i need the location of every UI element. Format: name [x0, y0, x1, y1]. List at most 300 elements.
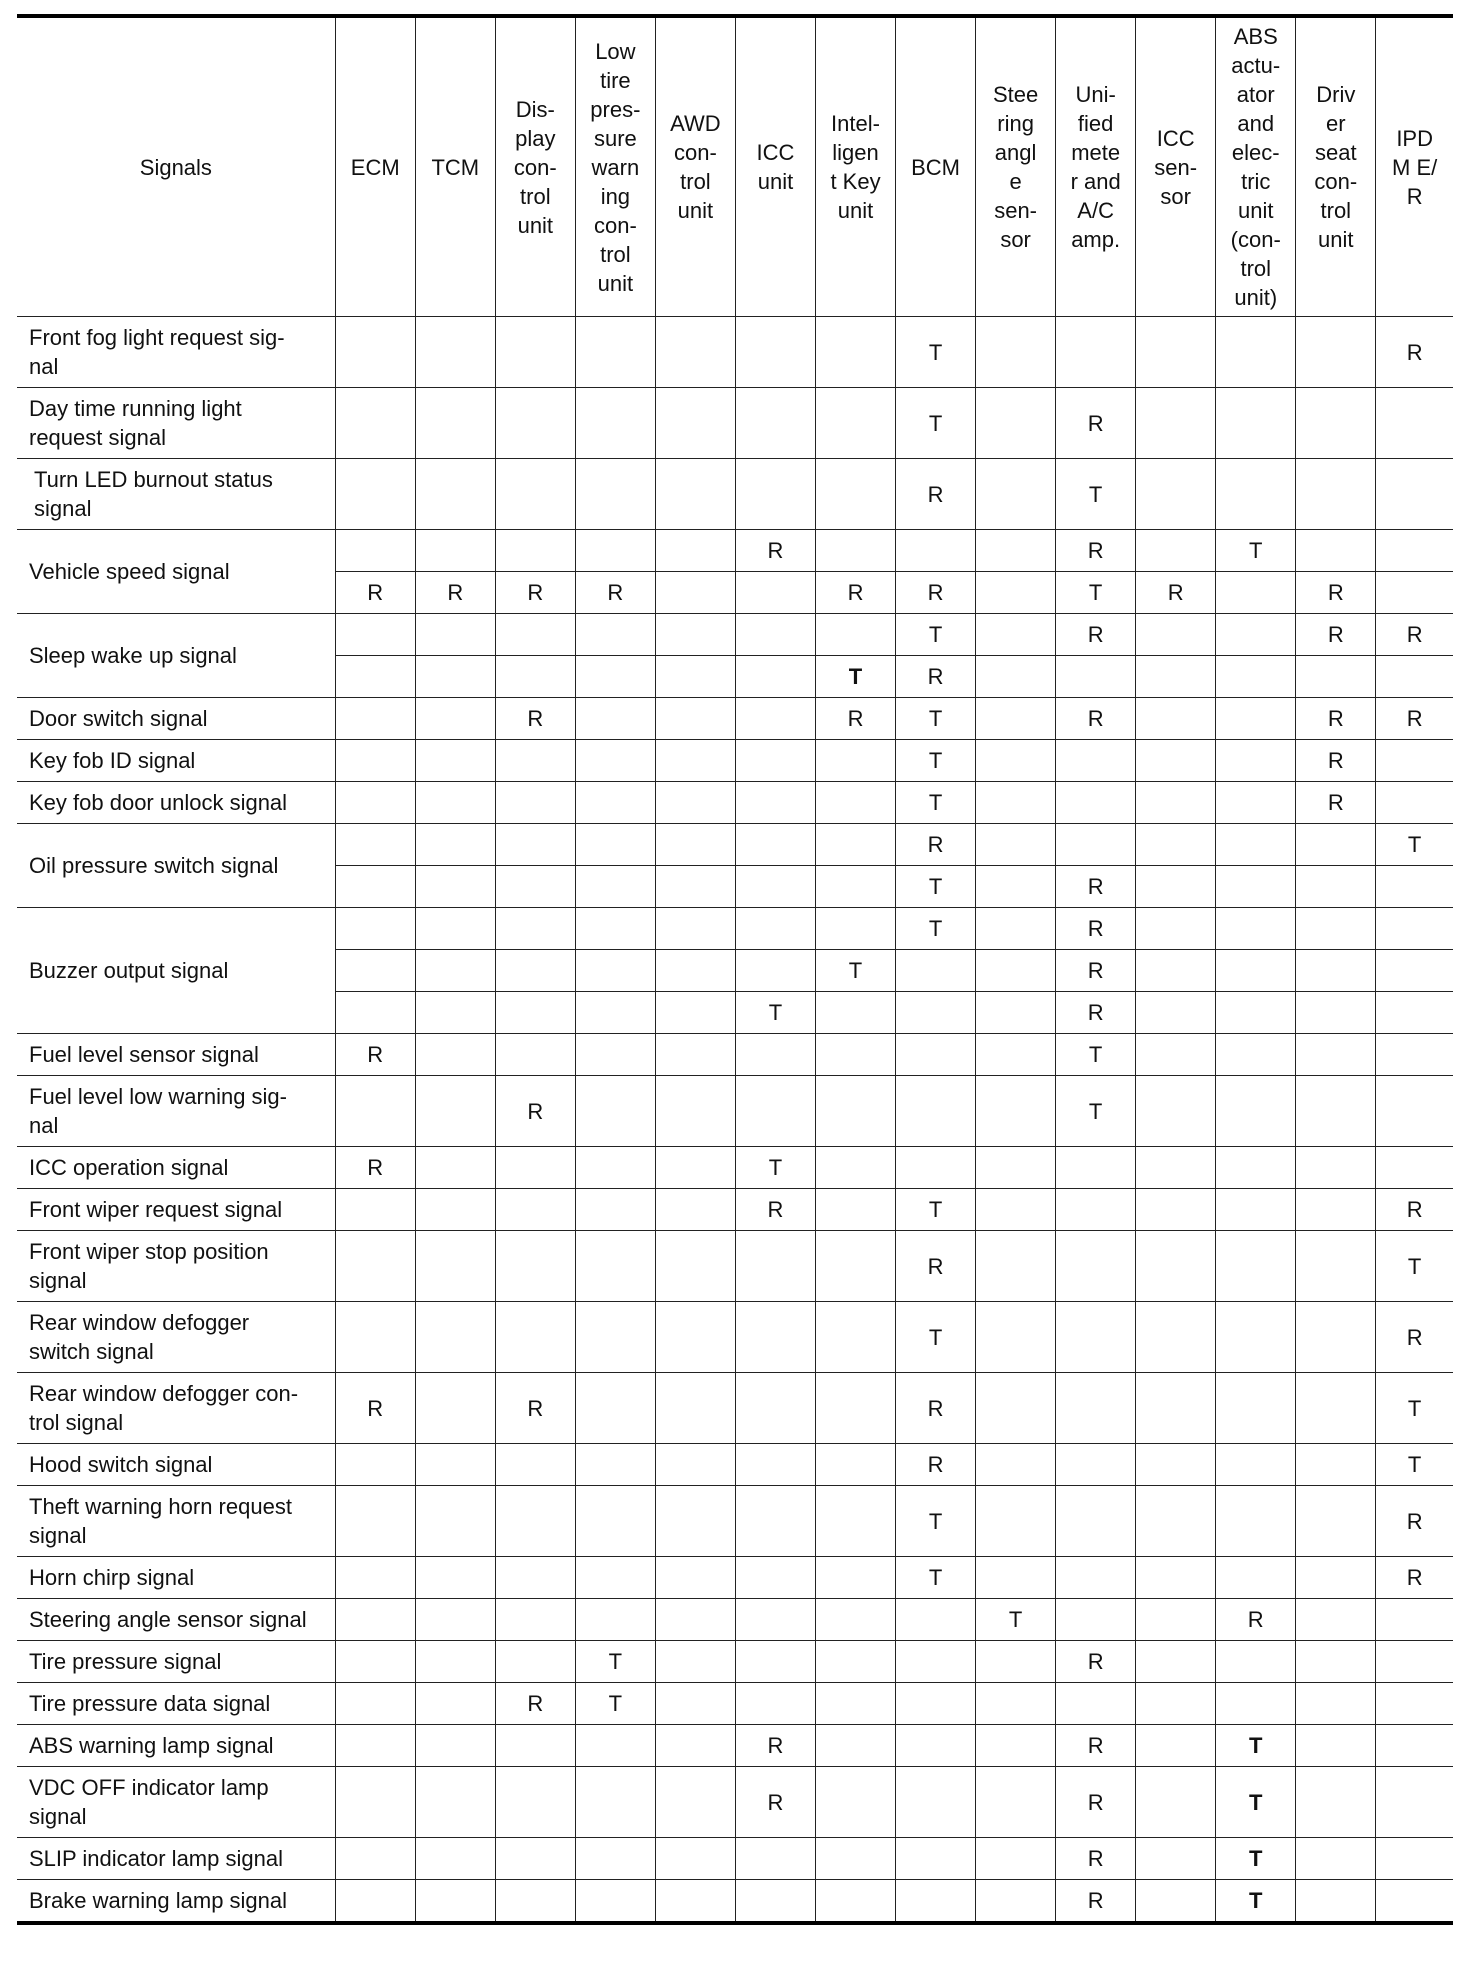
column-header-line: trol	[600, 241, 631, 267]
table-cell	[575, 740, 655, 782]
table-cell	[896, 992, 976, 1034]
column-header-line: unit	[677, 198, 714, 223]
table-cell: T	[1056, 1076, 1136, 1147]
table-cell	[415, 1444, 495, 1486]
table-cell	[1376, 1838, 1453, 1880]
table-cell: R	[575, 572, 655, 614]
table-cell: R	[1056, 698, 1136, 740]
table-cell	[976, 950, 1056, 992]
table-cell	[896, 1683, 976, 1725]
signal-name-line: Steering angle sensor signal	[29, 1607, 307, 1632]
column-header-10	[1056, 16, 1136, 317]
table-cell: T	[1216, 1725, 1296, 1767]
table-row	[17, 824, 1453, 866]
table-cell: R	[1056, 908, 1136, 950]
table-cell	[815, 1486, 895, 1557]
table-cell: T	[1216, 1838, 1296, 1880]
table-row	[17, 1683, 1453, 1725]
table-cell: R	[1056, 388, 1136, 459]
table-cell	[335, 1725, 415, 1767]
signal-name-line: Horn chirp signal	[29, 1565, 195, 1590]
table-cell: T	[575, 1683, 655, 1725]
column-header-line: A/C	[1077, 198, 1114, 223]
table-cell	[1136, 740, 1216, 782]
table-cell: T	[1216, 1880, 1296, 1924]
table-cell	[735, 614, 815, 656]
table-cell	[335, 698, 415, 740]
table-cell	[415, 1641, 495, 1683]
table-cell	[815, 1189, 895, 1231]
column-header-line: seat	[1314, 140, 1357, 165]
table-row	[17, 1231, 1453, 1302]
table-cell	[976, 1231, 1056, 1302]
table-cell: R	[1376, 1557, 1453, 1599]
signal-name-cell	[17, 1683, 335, 1725]
table-cell	[1216, 317, 1296, 388]
table-row	[17, 1599, 1453, 1641]
signal-name-cell	[17, 1444, 335, 1486]
table-cell	[976, 1641, 1056, 1683]
table-cell	[815, 614, 895, 656]
table-cell	[735, 866, 815, 908]
table-cell	[1136, 1076, 1216, 1147]
table-cell	[415, 782, 495, 824]
table-cell	[1056, 1557, 1136, 1599]
table-cell	[415, 740, 495, 782]
signal-name-line: SLIP indicator lamp signal	[29, 1846, 283, 1871]
table-cell	[575, 459, 655, 530]
table-cell	[815, 1880, 895, 1924]
table-cell	[415, 950, 495, 992]
table-cell	[1136, 459, 1216, 530]
column-header-4	[575, 16, 655, 317]
signal-name-cell	[17, 1880, 335, 1924]
table-cell: T	[815, 950, 895, 992]
table-cell: R	[896, 656, 976, 698]
column-header-line: unit)	[1234, 285, 1278, 310]
table-cell	[815, 459, 895, 530]
table-cell	[1296, 1373, 1376, 1444]
table-cell: T	[896, 1189, 976, 1231]
column-header-line: ligen	[832, 140, 879, 165]
table-cell	[1136, 950, 1216, 992]
signal-name-line: Front wiper request signal	[29, 1197, 283, 1222]
column-header-line: sen-	[1154, 154, 1198, 180]
table-cell	[1296, 824, 1376, 866]
table-row	[17, 1486, 1453, 1557]
table-cell	[815, 1302, 895, 1373]
table-cell	[415, 824, 495, 866]
table-cell	[495, 992, 575, 1034]
table-cell	[1136, 1725, 1216, 1767]
signal-name-cell	[17, 1767, 335, 1838]
table-cell	[655, 824, 735, 866]
signal-name-line: ICC operation signal	[29, 1155, 229, 1180]
table-cell: R	[495, 1683, 575, 1725]
table-cell	[335, 1599, 415, 1641]
table-cell	[1376, 866, 1453, 908]
column-header-line: Uni-	[1075, 82, 1116, 107]
table-cell	[415, 1034, 495, 1076]
table-cell: R	[1296, 782, 1376, 824]
table-cell	[1376, 1641, 1453, 1683]
column-header-line: fied	[1077, 111, 1114, 136]
table-cell	[335, 530, 415, 572]
table-cell: T	[1216, 1767, 1296, 1838]
signal-name-line: Vehicle speed signal	[29, 559, 230, 584]
table-cell	[1296, 1683, 1376, 1725]
table-cell	[735, 656, 815, 698]
table-cell	[575, 1599, 655, 1641]
table-cell	[495, 1767, 575, 1838]
table-cell	[1216, 1189, 1296, 1231]
signal-name-line: nal	[29, 1113, 59, 1138]
table-cell	[495, 1486, 575, 1557]
table-cell: R	[735, 1189, 815, 1231]
signal-name-cell	[17, 1557, 335, 1599]
column-header-line: trol	[520, 183, 551, 209]
table-cell	[1296, 1302, 1376, 1373]
table-cell	[335, 459, 415, 530]
table-cell	[575, 824, 655, 866]
table-cell	[735, 1880, 815, 1924]
table-cell	[415, 388, 495, 459]
table-cell: R	[1216, 1599, 1296, 1641]
table-cell	[815, 1557, 895, 1599]
table-cell	[976, 1838, 1056, 1880]
table-cell	[735, 1838, 815, 1880]
table-cell: R	[896, 824, 976, 866]
table-cell	[1376, 1034, 1453, 1076]
column-header-line: Stee	[992, 82, 1039, 107]
table-cell	[415, 698, 495, 740]
table-cell: R	[495, 572, 575, 614]
signal-name-cell	[17, 388, 335, 459]
signal-name-line: Turn LED burnout status	[34, 467, 273, 492]
table-cell	[1056, 1683, 1136, 1725]
column-header-7	[815, 16, 895, 317]
table-cell	[976, 866, 1056, 908]
table-cell	[655, 1486, 735, 1557]
table-cell	[976, 317, 1056, 388]
table-cell	[415, 1076, 495, 1147]
signal-name-cell	[17, 1076, 335, 1147]
table-row	[17, 908, 1453, 950]
table-cell: R	[1296, 572, 1376, 614]
signal-name-line: Theft warning horn request	[29, 1494, 292, 1519]
signal-name-line: Tire pressure data signal	[29, 1691, 271, 1716]
column-header-line: ing	[600, 183, 631, 209]
table-cell	[1376, 1147, 1453, 1189]
table-cell	[495, 1557, 575, 1599]
table-cell	[896, 1599, 976, 1641]
table-cell	[1216, 1641, 1296, 1683]
column-header-line: sor	[1000, 227, 1031, 252]
column-header-9	[976, 16, 1056, 317]
table-cell	[735, 824, 815, 866]
table-cell	[976, 1683, 1056, 1725]
table-cell	[415, 1599, 495, 1641]
table-cell	[735, 317, 815, 388]
table-row	[17, 530, 1453, 572]
table-cell	[815, 1373, 895, 1444]
table-cell	[815, 1147, 895, 1189]
table-cell: T	[1056, 1034, 1136, 1076]
column-header-line: IPD	[1396, 125, 1433, 151]
table-cell	[335, 1486, 415, 1557]
table-cell	[1296, 1599, 1376, 1641]
table-cell	[976, 1147, 1056, 1189]
table-row	[17, 1767, 1453, 1838]
table-cell	[575, 782, 655, 824]
column-header-13	[1296, 16, 1376, 317]
signal-name-line: nal	[29, 354, 59, 379]
table-cell	[1296, 1444, 1376, 1486]
table-cell	[335, 866, 415, 908]
table-cell	[575, 530, 655, 572]
table-cell	[1216, 782, 1296, 824]
table-cell	[415, 459, 495, 530]
table-cell: R	[415, 572, 495, 614]
column-header-3	[495, 16, 575, 317]
table-cell	[815, 824, 895, 866]
table-cell	[1056, 824, 1136, 866]
table-cell	[815, 388, 895, 459]
table-cell	[735, 740, 815, 782]
table-cell	[735, 1076, 815, 1147]
table-cell: R	[896, 1231, 976, 1302]
table-cell	[976, 388, 1056, 459]
signal-name-line: Fuel level low warning sig-	[29, 1084, 287, 1109]
table-cell: R	[1056, 992, 1136, 1034]
table-cell	[415, 1189, 495, 1231]
column-header-line: ICC	[756, 140, 795, 165]
table-cell	[1216, 992, 1296, 1034]
signal-name-line: Key fob ID signal	[29, 748, 196, 773]
table-cell	[495, 908, 575, 950]
column-header-line: amp.	[1071, 227, 1121, 252]
table-cell	[1056, 1302, 1136, 1373]
table-row	[17, 1076, 1453, 1147]
table-cell	[655, 1373, 735, 1444]
table-cell	[815, 1838, 895, 1880]
table-cell: R	[1056, 1767, 1136, 1838]
table-cell	[655, 530, 735, 572]
table-cell: T	[896, 740, 976, 782]
column-header-14	[1376, 16, 1453, 317]
table-cell	[335, 1683, 415, 1725]
table-row	[17, 740, 1453, 782]
table-cell	[976, 1302, 1056, 1373]
table-cell	[1376, 388, 1453, 459]
table-cell	[976, 614, 1056, 656]
table-cell	[1376, 1683, 1453, 1725]
table-cell	[976, 656, 1056, 698]
table-cell	[335, 782, 415, 824]
table-cell	[1376, 459, 1453, 530]
column-header-line: (con-	[1230, 227, 1281, 252]
signal-name-cell	[17, 1725, 335, 1767]
table-cell	[976, 1076, 1056, 1147]
table-cell	[655, 572, 735, 614]
table-cell	[815, 1231, 895, 1302]
table-cell	[575, 698, 655, 740]
table-cell	[1216, 866, 1296, 908]
table-cell	[655, 1880, 735, 1924]
table-cell	[815, 1683, 895, 1725]
table-cell	[495, 1880, 575, 1924]
table-cell	[1136, 1373, 1216, 1444]
signal-name-line: Sleep wake up signal	[29, 643, 237, 668]
table-cell	[1296, 866, 1376, 908]
signal-name-cell	[17, 1838, 335, 1880]
table-cell	[335, 1767, 415, 1838]
table-cell	[1296, 908, 1376, 950]
signal-name-cell	[17, 1231, 335, 1302]
table-row	[17, 1189, 1453, 1231]
column-header-line: elec-	[1231, 140, 1280, 165]
table-cell	[335, 1076, 415, 1147]
table-row	[17, 1034, 1453, 1076]
table-cell	[495, 317, 575, 388]
column-header-line: angl	[994, 140, 1037, 165]
table-cell	[1216, 1302, 1296, 1373]
table-cell	[495, 459, 575, 530]
table-cell: T	[896, 1302, 976, 1373]
table-cell	[735, 908, 815, 950]
column-header-12	[1216, 16, 1296, 317]
table-cell	[1296, 1034, 1376, 1076]
table-cell	[815, 992, 895, 1034]
table-cell: T	[1376, 1444, 1453, 1486]
table-cell	[1216, 1231, 1296, 1302]
table-cell	[1056, 317, 1136, 388]
table-cell	[735, 1373, 815, 1444]
table-cell	[1296, 1838, 1376, 1880]
column-header-line: AWD	[670, 111, 721, 136]
signal-name-line: trol signal	[29, 1410, 124, 1435]
can-signal-table	[17, 14, 1453, 1925]
table-cell	[655, 1557, 735, 1599]
table-cell	[1376, 1880, 1453, 1924]
table-cell: R	[896, 1444, 976, 1486]
signal-name-line: Front fog light request sig-	[29, 325, 285, 350]
table-cell	[655, 1189, 735, 1231]
table-cell	[1136, 824, 1216, 866]
column-header-line: play	[515, 125, 556, 151]
table-cell	[415, 1767, 495, 1838]
table-cell	[575, 992, 655, 1034]
signal-name-line: signal	[29, 1523, 87, 1548]
column-header-2	[415, 16, 495, 317]
table-cell	[1056, 782, 1136, 824]
signal-name-cell	[17, 459, 335, 530]
table-cell	[735, 1034, 815, 1076]
table-row	[17, 1557, 1453, 1599]
table-cell	[1376, 530, 1453, 572]
table-cell	[1376, 1599, 1453, 1641]
column-header-line: Dis-	[515, 96, 555, 122]
signal-name-line: Rear window defogger con-	[29, 1381, 299, 1406]
table-cell	[1136, 866, 1216, 908]
table-cell	[1056, 1486, 1136, 1557]
signal-name-cell	[17, 824, 335, 908]
table-cell	[815, 1767, 895, 1838]
table-cell	[896, 1880, 976, 1924]
table-cell	[735, 782, 815, 824]
table-cell: R	[1376, 1189, 1453, 1231]
table-cell	[415, 908, 495, 950]
table-cell	[1056, 1147, 1136, 1189]
table-cell	[976, 1880, 1056, 1924]
table-cell	[1056, 1231, 1136, 1302]
table-cell	[896, 1034, 976, 1076]
table-cell	[1216, 572, 1296, 614]
column-header-line: con-	[593, 212, 637, 238]
column-header-signals	[17, 16, 335, 317]
table-cell	[1296, 1557, 1376, 1599]
column-header-line: and	[1237, 111, 1275, 136]
column-header-line: Driv	[1316, 82, 1356, 107]
table-cell	[1296, 1641, 1376, 1683]
signal-name-line: Key fob door unlock signal	[29, 790, 288, 815]
table-cell	[495, 1444, 575, 1486]
column-header-line: con-	[513, 154, 557, 180]
table-cell	[575, 1767, 655, 1838]
table-cell	[495, 866, 575, 908]
table-cell	[976, 1189, 1056, 1231]
column-header-line: mete	[1071, 140, 1121, 165]
table-cell	[976, 572, 1056, 614]
signal-name-cell	[17, 317, 335, 388]
table-cell	[1216, 1557, 1296, 1599]
table-cell	[575, 1189, 655, 1231]
signal-name-cell	[17, 1034, 335, 1076]
table-cell	[335, 950, 415, 992]
table-cell	[1296, 1147, 1376, 1189]
table-cell	[415, 1486, 495, 1557]
table-cell	[575, 1725, 655, 1767]
table-cell	[575, 317, 655, 388]
table-cell	[575, 614, 655, 656]
table-cell: R	[735, 1767, 815, 1838]
table-cell	[1136, 992, 1216, 1034]
table-cell	[415, 1147, 495, 1189]
signal-name-line: VDC OFF indicator lamp	[29, 1775, 269, 1800]
signal-name-line: Day time running light	[29, 396, 242, 421]
table-cell	[575, 1486, 655, 1557]
table-cell	[1296, 950, 1376, 992]
table-cell	[976, 530, 1056, 572]
table-cell	[815, 1641, 895, 1683]
table-cell: T	[896, 782, 976, 824]
column-header-line: ABS	[1233, 24, 1278, 49]
table-cell	[655, 698, 735, 740]
table-row	[17, 782, 1453, 824]
table-cell	[1216, 1076, 1296, 1147]
column-header-line: con-	[674, 140, 717, 165]
table-cell	[655, 782, 735, 824]
table-cell: R	[896, 1373, 976, 1444]
table-cell	[896, 1838, 976, 1880]
table-cell	[575, 1034, 655, 1076]
table-cell	[1296, 1486, 1376, 1557]
table-cell	[815, 1034, 895, 1076]
table-cell	[735, 572, 815, 614]
table-cell	[976, 1725, 1056, 1767]
column-header-line: trol	[1240, 256, 1272, 281]
signal-name-cell	[17, 908, 335, 1034]
